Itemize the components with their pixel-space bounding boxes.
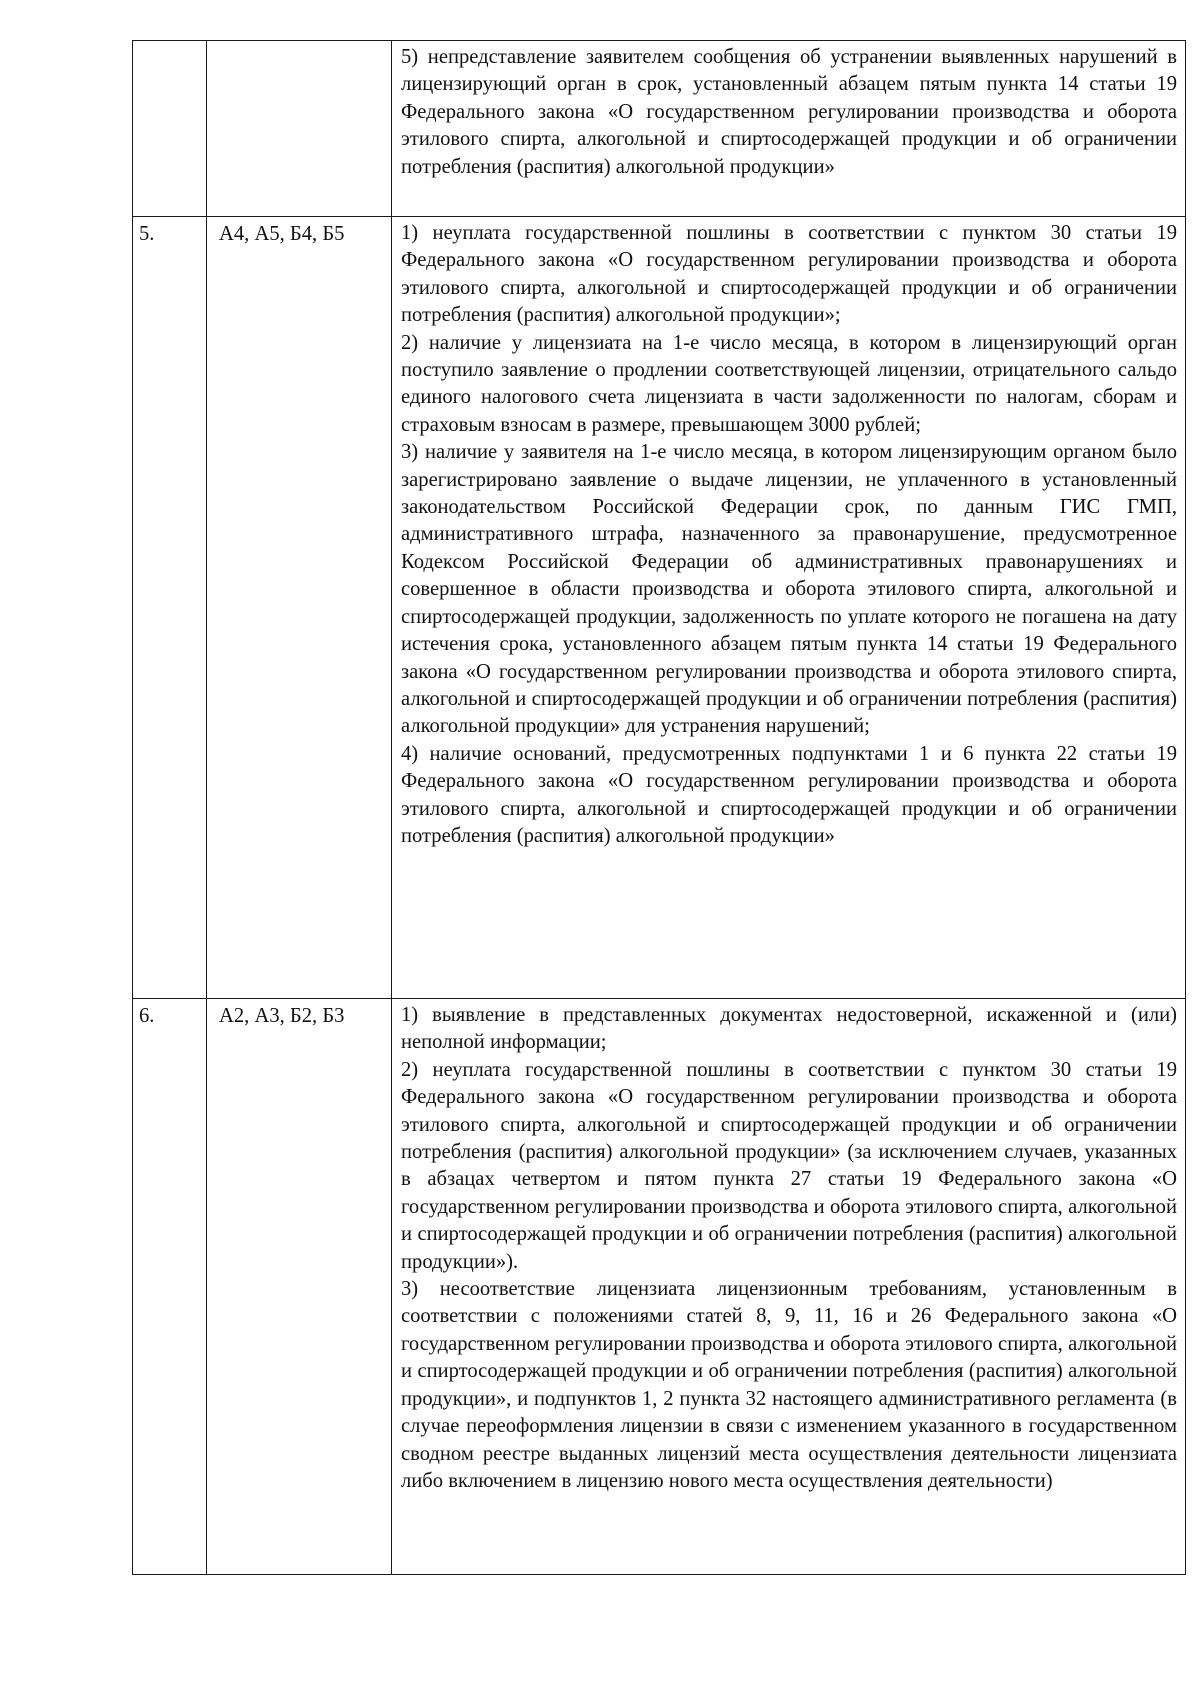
table-row — [133, 217, 1186, 999]
row-codes-cell — [207, 41, 392, 217]
row-number — [139, 41, 206, 45]
paragraph: 3) несоответствие лицензиата лицензионным требованиям, установленным в соответствии с положениями статей 8, 9, 11, 16 и 26 Федерального закона «О государственном регулировании производства и оборота этилового спирта, алкогольной и спиртосодержащей продукции и об ограничении потребления (распития) алкогольной продукции», и подпунктов 1, 2 пункта 32 настоящего административного регламента (в случае переоформления лицензии в связи с изменением указанного в государственном сводном реестре выданных лицензий места осуществления деятельности лицензиата либо включением в лицензию нового места осуществления деятельности) — [401, 1278, 1177, 1492]
row-codes: А2, А3, Б2, Б3 — [219, 1005, 345, 1027]
row-text-cell — [392, 41, 1186, 217]
paragraph: 2) наличие у лицензиата на 1-е число месяца, в котором в лицензирующий орган поступило заявление о продлении соответствующей лицензии, отрицательного сальдо единого налогового счета лицензиата в части задолженности по налогам, сборам и страховым взносам в размере, превышающем 3000 рублей; — [401, 331, 1177, 436]
row-number: 5. — [139, 223, 155, 245]
row-codes — [219, 41, 391, 45]
row-number-cell — [133, 41, 207, 217]
row-number: 6. — [139, 1005, 155, 1027]
row-codes-cell — [207, 217, 392, 999]
paragraph: 1) выявление в представленных документах недостоверной, искаженной и (или) неполной информации; — [401, 1004, 1177, 1054]
grounds-table — [132, 40, 1186, 1575]
table-row — [133, 999, 1186, 1575]
paragraph: 3) наличие у заявителя на 1-е число месяца, в котором лицензирующим органом было зарегистрировано заявление о выдаче лицензии, не уплаченного в установленный законодательством Российской Федерации срок, по данным ГИС ГМП, административного штрафа, назначенного за правонарушение, предусмотренное Кодексом Российской Федерации об административных правонарушениях и совершенное в области производства и оборота этилового спирта, алкогольной и спиртосодержащей продукции, задолженность по уплате которого не погашена на дату истечения срока, установленного абзацем пятым пункта 14 статьи 19 Федерального закона «О государственном регулировании производства и оборота этилового спирта, алкогольной и спиртосодержащей продукции и об ограничении потребления (распития) алкогольной продукции» для устранения нарушений; — [401, 441, 1177, 738]
paragraph: 2) неуплата государственной пошлины в соответствии с пунктом 30 статьи 19 Федерального закона «О государственном регулировании производства и оборота этилового спирта, алкогольной и спиртосодержащей продукции и об ограничении потребления (распития) алкогольной продукции» (за исключением случаев, указанных в абзацах четвертом и пятом пункта 27 статьи 19 Федерального закона «О государственном регулировании производства и оборота этилового спирта, алкогольной и спиртосодержащей продукции и об ограничении потребления (распития) алкогольной продукции»). — [401, 1058, 1177, 1273]
paragraph: 4) наличие оснований, предусмотренных подпунктами 1 и 6 пункта 22 статьи 19 Федерального закона «О государственном регулировании производства и оборота этилового спирта, алкогольной и спиртосодержащей продукции и об ограничении потребления (распития) алкогольной продукции» — [401, 742, 1177, 847]
row-text-cell — [392, 217, 1186, 999]
table-row — [133, 41, 1186, 217]
row-number-cell — [133, 217, 207, 999]
row-codes-cell — [207, 999, 392, 1575]
row-codes: А4, А5, Б4, Б5 — [219, 223, 345, 245]
row-text-cell — [392, 999, 1186, 1575]
paragraph: 1) неуплата государственной пошлины в соответствии с пунктом 30 статьи 19 Федерального закона «О государственном регулировании производства и оборота этилового спирта, алкогольной и спиртосодержащей продукции и об ограничении потребления (распития) алкогольной продукции»; — [401, 222, 1177, 327]
paragraph: 5) непредставление заявителем сообщения об устранении выявленных нарушений в лицензирующий орган в срок, установленный абзацем пятым пункта 14 статьи 19 Федерального закона «О государственном регулировании производства и оборота этилового спирта, алкогольной и спиртосодержащей продукции и об ограничении потребления (распития) алкогольной продукции» — [401, 46, 1177, 178]
row-number-cell — [133, 999, 207, 1575]
